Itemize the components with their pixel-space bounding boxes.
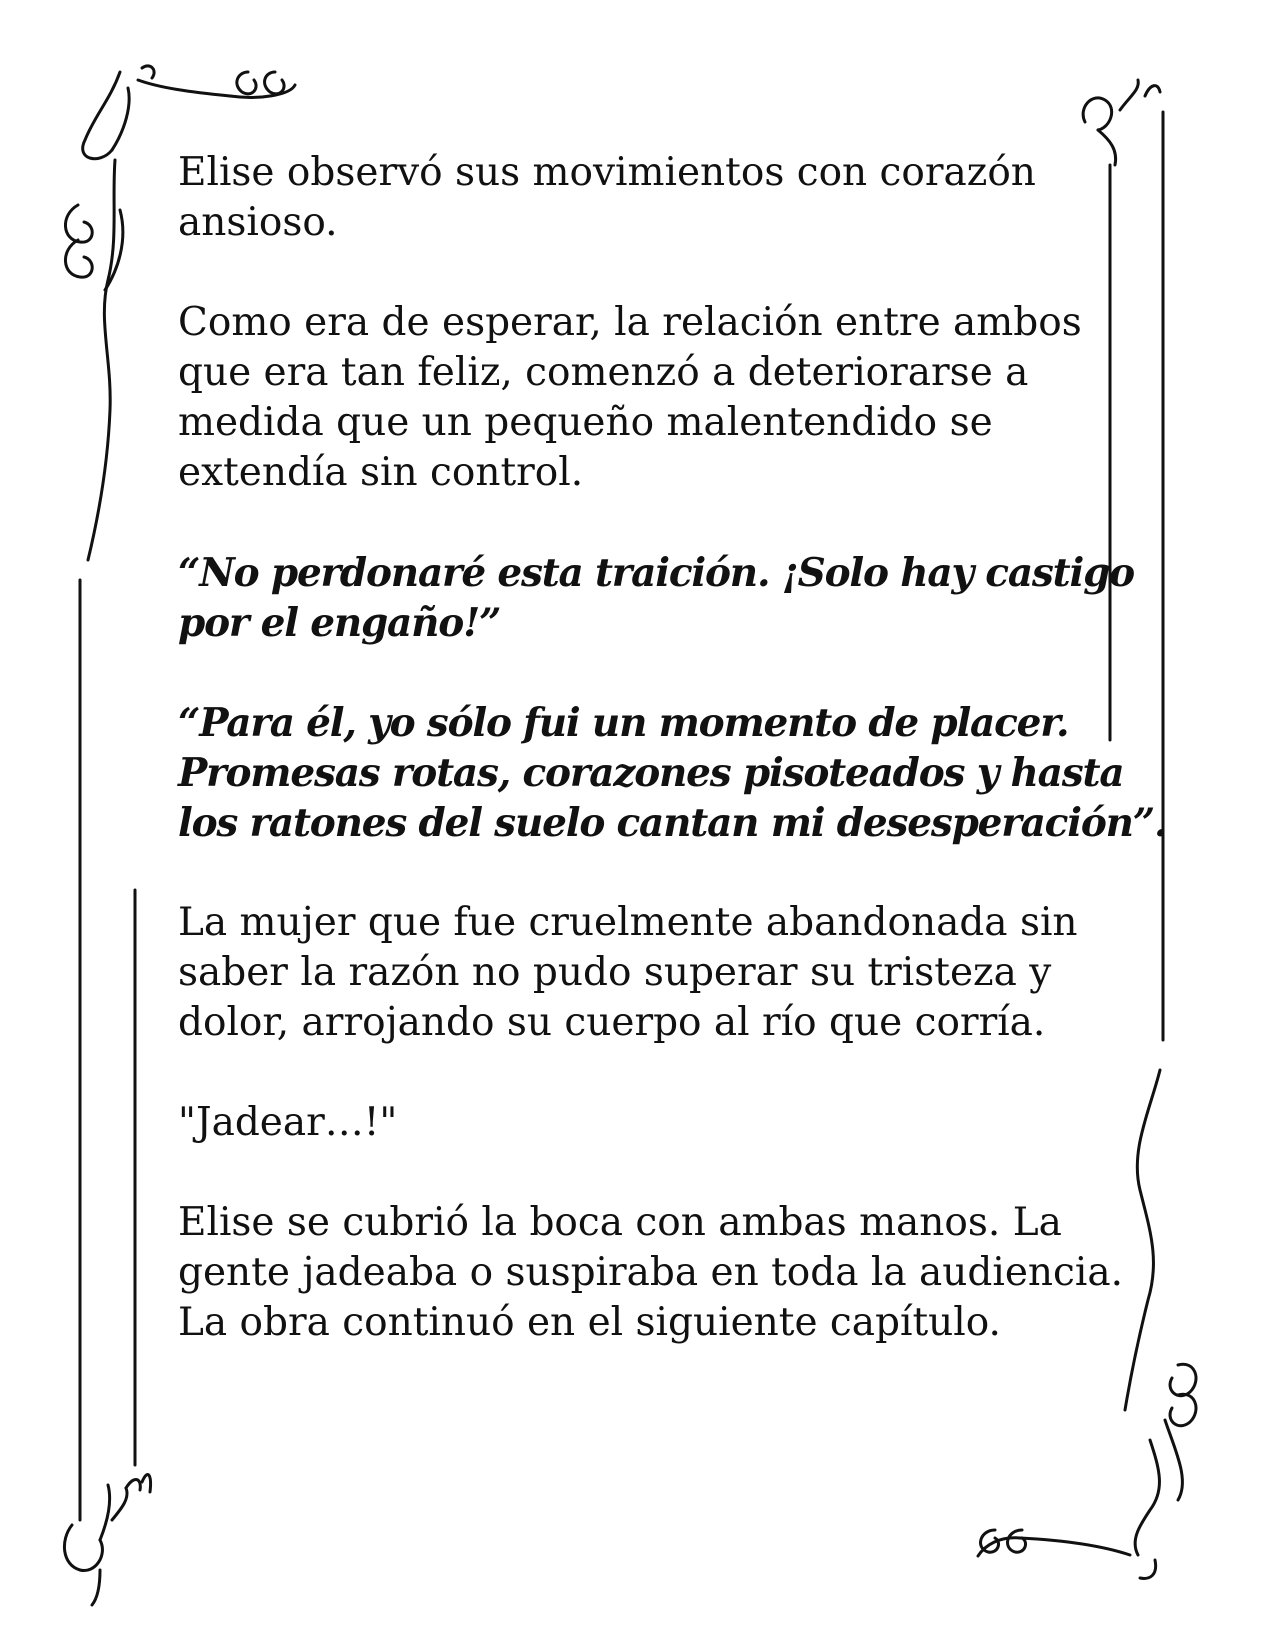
text-line: los ratones del suelo cantan mi desesperación”. [178, 800, 1167, 846]
story-text [178, 148, 1167, 1398]
text-line: “No perdonaré esta traición. ¡Solo hay castigo [178, 550, 1134, 596]
text-line: ansioso. [178, 200, 338, 245]
text-line: que era tan feliz, comenzó a deteriorarse a [178, 350, 1029, 395]
text-line: extendía sin control. [178, 450, 584, 495]
text-line: "Jadear…!" [178, 1100, 398, 1145]
quote-2 [178, 698, 1167, 848]
text-line: gente jadeaba o suspiraba en toda la audiencia. [178, 1250, 1123, 1295]
text-line: Como era de esperar, la relación entre ambos [178, 300, 1082, 345]
text-line: Elise se cubrió la boca con ambas manos. La [178, 1200, 1062, 1245]
bottom-left-flourish-icon [64, 1475, 150, 1605]
text-line: saber la razón no pudo superar su tristeza y [178, 950, 1052, 995]
text-line: Elise observó sus movimientos con corazón [178, 150, 1036, 195]
quote-1 [178, 548, 1138, 648]
text-line: medida que un pequeño malentendido se [178, 400, 993, 445]
text-line: Promesas rotas, corazones pisoteados y hasta [178, 750, 1124, 796]
text-line: “Para él, yo sólo fui un momento de placer. [178, 700, 1069, 746]
exclamation [178, 1098, 1138, 1148]
paragraph-3 [178, 898, 1138, 1048]
text-line: por el engaño!” [178, 600, 501, 646]
paragraph-1 [178, 148, 1138, 248]
text-line: La obra continuó en el siguiente capítulo. [178, 1300, 1001, 1345]
paragraph-2 [178, 298, 1138, 498]
text-line: La mujer que fue cruelmente abandonada sin [178, 900, 1078, 945]
paragraph-4 [178, 1198, 1138, 1348]
text-line: dolor, arrojando su cuerpo al río que corría. [178, 1000, 1046, 1045]
